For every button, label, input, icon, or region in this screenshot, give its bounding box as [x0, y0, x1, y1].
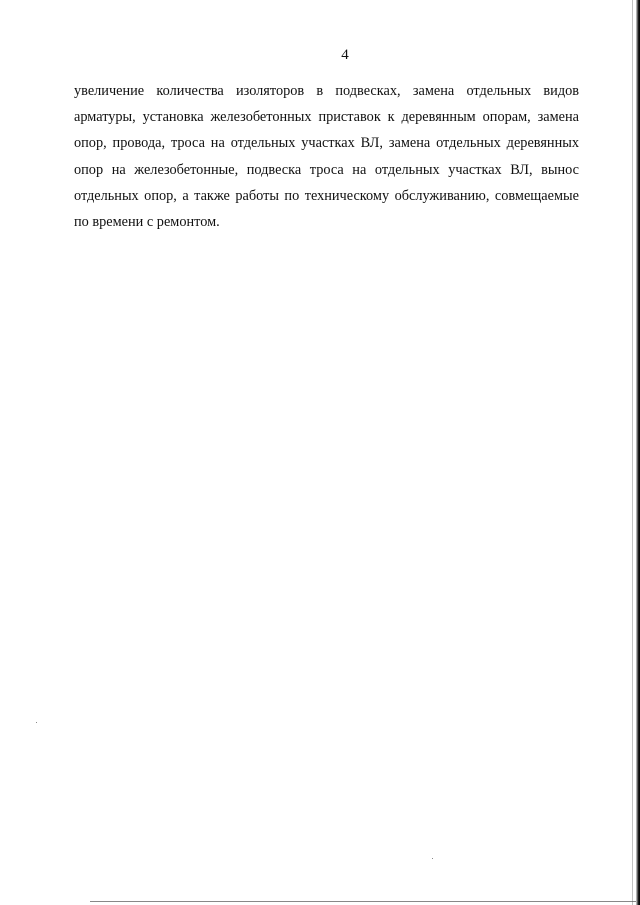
text-line: арматуры, установка железобетонных приставок к деревянным опорам, замена: [74, 109, 579, 126]
text-line: отдельных опор, а также работы по техническому обслуживанию, совмещаемые: [74, 187, 579, 204]
scan-speck: [36, 722, 37, 723]
body-paragraph: [74, 78, 579, 235]
text-line: опор на железобетонные, подвеска троса на отдельных участках ВЛ, вынос: [74, 161, 579, 178]
text-line: опор, провода, троса на отдельных участках ВЛ, замена отдельных деревянных: [74, 135, 579, 152]
scan-edge-right: [636, 0, 640, 905]
scan-edge-bottom: [90, 901, 636, 902]
scan-speck: [432, 858, 433, 859]
text-line: увеличение количества изоляторов в подвесках, замена отдельных видов: [74, 83, 579, 99]
text-line: по времени с ремонтом.: [74, 214, 220, 231]
scan-edge-line: [632, 0, 633, 905]
page-number: 4: [341, 47, 349, 63]
